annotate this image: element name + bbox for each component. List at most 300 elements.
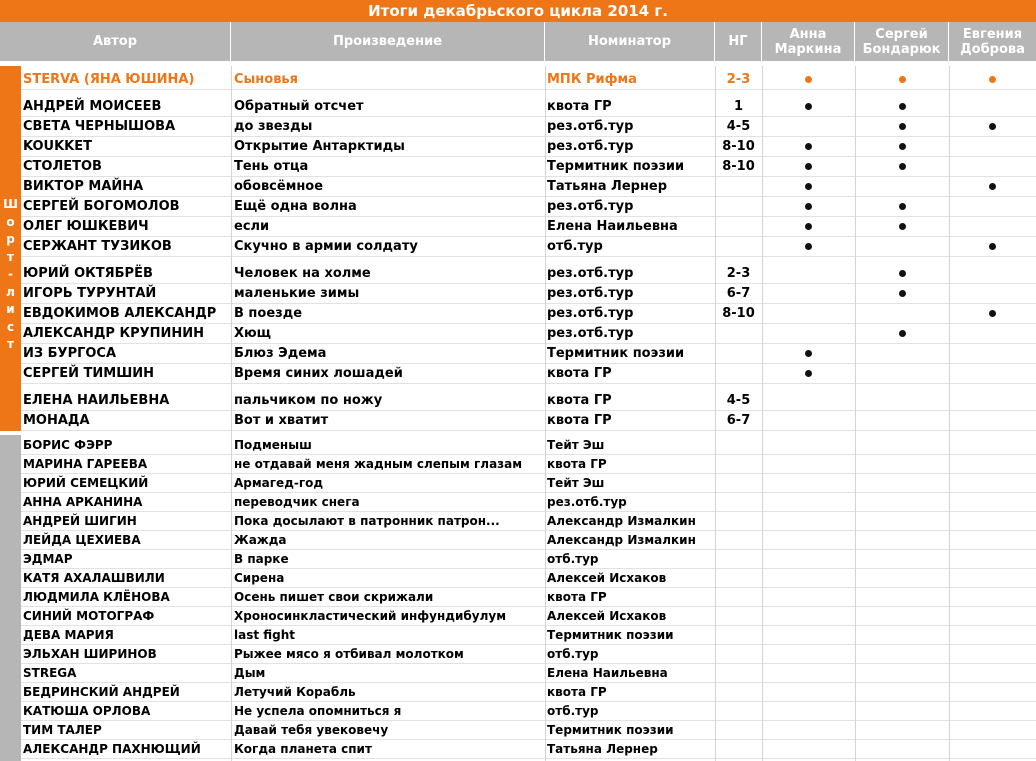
- author-cell: СВЕТА ЧЕРНЫШОВА: [23, 119, 176, 134]
- vote-dot: [805, 76, 812, 83]
- table-row: [21, 344, 1036, 364]
- author-cell: ИГОРЬ ТУРУНТАЙ: [23, 286, 157, 301]
- shortlist-label: [0, 196, 21, 354]
- author-cell: ЭДМАР: [23, 552, 73, 566]
- judge-2-vote: [855, 237, 949, 256]
- author-cell: ЮРИЙ ОКТЯБРЁВ: [23, 266, 153, 281]
- judge-3-vote: [949, 531, 1036, 549]
- judge-3-vote: [949, 436, 1036, 454]
- ng-cell: [715, 493, 762, 511]
- work-cell: Осень пишет свои скрижали: [234, 590, 434, 604]
- work-cell: Давай тебя увековечу: [234, 723, 389, 737]
- table-row: [21, 97, 1036, 117]
- table-row: [21, 588, 1036, 607]
- table-row: [21, 702, 1036, 721]
- judge-3-first-name: Евгения: [962, 26, 1023, 42]
- work-cell: Пока досылают в патронник патрон...: [234, 514, 500, 528]
- shortlist-sidebar: [0, 66, 21, 431]
- judge-1-vote: [762, 217, 855, 236]
- table-row: [21, 683, 1036, 702]
- table-row: [21, 284, 1036, 304]
- judge-1-vote: [762, 531, 855, 549]
- author-cell: ТИМ ТАЛЕР: [23, 723, 102, 737]
- judge-1-vote: [762, 607, 855, 625]
- nominator-cell: Термитник поэзии: [547, 628, 674, 642]
- author-cell: ЭЛЬХАН ШИРИНОВ: [23, 647, 157, 661]
- judge-3-vote: [949, 740, 1036, 758]
- judge-2-vote: [855, 626, 949, 644]
- judge-3-vote: [949, 607, 1036, 625]
- judge-1-last-name: Маркина: [774, 41, 842, 57]
- nominator-cell: рез.отб.тур: [547, 139, 634, 154]
- work-cell: Не успела опомниться я: [234, 704, 402, 718]
- table-row: [21, 391, 1036, 411]
- work-cell: Время синих лошадей: [234, 366, 403, 381]
- author-cell: ИЗ БУРГОСА: [23, 346, 117, 361]
- author-cell: ЕВДОКИМОВ АЛЕКСАНДР: [23, 306, 217, 321]
- shortlist-label-char: -: [8, 267, 13, 281]
- ng-cell: [715, 177, 762, 196]
- work-cell: Подменыш: [234, 438, 312, 452]
- vote-dot: [899, 123, 906, 130]
- header-nominator: Номинатор: [545, 22, 715, 61]
- shortlist-label-char: с: [6, 319, 15, 334]
- ng-cell: 8-10: [722, 159, 755, 174]
- judge-1-vote: [762, 391, 855, 410]
- table-row: [21, 512, 1036, 531]
- author-cell: KOUKKET: [23, 139, 92, 154]
- ng-cell: [715, 217, 762, 236]
- shortlist-label-char: т: [7, 337, 14, 351]
- judge-3-vote: [949, 69, 1036, 89]
- nominator-cell: рез.отб.тур: [547, 495, 627, 509]
- nominator-cell: Термитник поэзии: [547, 159, 685, 174]
- ng-cell: 8-10: [722, 139, 755, 154]
- judge-2-vote: [855, 97, 949, 116]
- author-cell: АННА АРКАНИНА: [23, 495, 143, 509]
- nominator-cell: квота ГР: [547, 393, 612, 408]
- table-row: [21, 324, 1036, 344]
- nominator-cell: Тейт Эш: [547, 476, 605, 490]
- judge-1-vote: [762, 264, 855, 283]
- judge-1-vote: [762, 69, 855, 89]
- vote-dot: [805, 370, 812, 377]
- ng-cell: [715, 455, 762, 473]
- vote-dot: [899, 163, 906, 170]
- judge-2-vote: [855, 531, 949, 549]
- ng-cell: [715, 474, 762, 492]
- vote-dot: [989, 123, 996, 130]
- work-cell: Ещё одна волна: [234, 199, 357, 214]
- work-cell: не отдавай меня жадным слепым глазам: [234, 457, 523, 471]
- ng-cell: [715, 550, 762, 568]
- author-cell: КАТЮША ОРЛОВА: [23, 704, 151, 718]
- judge-2-vote: [855, 683, 949, 701]
- judge-2-vote: [855, 550, 949, 568]
- nominator-cell: Елена Наильевна: [547, 666, 668, 680]
- judge-1-vote: [762, 455, 855, 473]
- vote-dot: [899, 270, 906, 277]
- column-divider: [949, 66, 950, 761]
- work-cell: если: [234, 219, 270, 234]
- table-row: [21, 117, 1036, 137]
- table-row: [21, 411, 1036, 431]
- ng-cell: [715, 324, 762, 343]
- nominator-cell: Татьяна Лернер: [547, 179, 668, 194]
- judge-2-vote: [855, 588, 949, 606]
- judge-2-vote: [855, 740, 949, 758]
- ng-cell: 6-7: [726, 286, 751, 301]
- judge-1-vote: [762, 474, 855, 492]
- judge-3-vote: [949, 645, 1036, 663]
- judge-3-vote: [949, 588, 1036, 606]
- judge-2-last-name: Бондарюк: [862, 41, 941, 57]
- shortlist-label-char: т: [7, 249, 14, 264]
- column-divider: [855, 66, 856, 761]
- author-cell: ОЛЕГ ЮШКЕВИЧ: [23, 219, 149, 234]
- author-cell: БЕДРИНСКИЙ АНДРЕЙ: [23, 685, 180, 699]
- work-cell: last fight: [234, 628, 296, 642]
- ng-cell: [715, 197, 762, 216]
- ng-cell: [715, 607, 762, 625]
- judge-2-vote: [855, 264, 949, 283]
- shortlist-label-char: Ш: [3, 197, 18, 211]
- vote-dot: [899, 103, 906, 110]
- work-cell: до звезды: [234, 119, 313, 134]
- judge-3-vote: [949, 344, 1036, 363]
- judge-3-vote: [949, 157, 1036, 176]
- judge-3-vote: [949, 474, 1036, 492]
- work-cell: маленькие зимы: [234, 286, 360, 301]
- ng-cell: [715, 740, 762, 758]
- nominator-cell: квота ГР: [547, 99, 612, 114]
- author-cell: ЛЕЙДА ЦЕХИЕВА: [23, 533, 141, 547]
- vote-dot: [805, 350, 812, 357]
- column-divider: [231, 66, 232, 761]
- judge-1-vote: [762, 304, 855, 323]
- vote-dot: [805, 243, 812, 250]
- nominator-cell: Татьяна Лернер: [547, 742, 658, 756]
- vote-dot: [805, 183, 812, 190]
- ng-cell: 2-3: [726, 266, 751, 281]
- vote-dot: [899, 290, 906, 297]
- table-row: [21, 493, 1036, 512]
- author-cell: МОНАДА: [23, 413, 90, 428]
- shortlist-label-char: р: [6, 232, 15, 246]
- work-cell: Рыжее мясо я отбивал молотком: [234, 647, 464, 661]
- nominator-cell: отб.тур: [547, 704, 599, 718]
- judge-2-vote: [855, 217, 949, 236]
- table-row: [21, 304, 1036, 324]
- work-cell: Когда планета спит: [234, 742, 372, 756]
- table-row: [21, 197, 1036, 217]
- judge-1-vote: [762, 177, 855, 196]
- judge-2-vote: [855, 391, 949, 410]
- judge-2-vote: [855, 645, 949, 663]
- table-row: [21, 740, 1036, 759]
- table-row: [21, 474, 1036, 493]
- judge-2-vote: [855, 702, 949, 720]
- work-cell: Летучий Корабль: [234, 685, 356, 699]
- judge-3-vote: [949, 664, 1036, 682]
- author-cell: АНДРЕЙ ШИГИН: [23, 514, 137, 528]
- work-cell: переводчик снега: [234, 495, 360, 509]
- author-cell: СЕРГЕЙ БОГОМОЛОВ: [23, 199, 180, 214]
- nominator-cell: отб.тур: [547, 647, 599, 661]
- work-cell: Обратный отсчет: [234, 99, 364, 114]
- ng-cell: 4-5: [726, 393, 751, 408]
- ng-cell: [715, 721, 762, 739]
- author-cell: ЮРИЙ СЕМЕЦКИЙ: [23, 476, 149, 490]
- vote-dot: [899, 223, 906, 230]
- work-cell: Армагед-год: [234, 476, 324, 490]
- judge-1-vote: [762, 569, 855, 587]
- column-divider: [762, 66, 763, 761]
- ng-cell: [715, 664, 762, 682]
- column-divider: [545, 66, 546, 761]
- judge-1-vote: [762, 364, 855, 383]
- judge-2-vote: [855, 197, 949, 216]
- vote-dot: [805, 103, 812, 110]
- table-row: [21, 157, 1036, 177]
- judge-3-vote: [949, 237, 1036, 256]
- judge-1-vote: [762, 493, 855, 511]
- header-ng: НГ: [715, 22, 762, 61]
- vote-dot: [989, 183, 996, 190]
- ng-cell: [715, 588, 762, 606]
- header-judge-1: [762, 22, 855, 61]
- table-row: [21, 721, 1036, 740]
- nominator-cell: квота ГР: [547, 457, 607, 471]
- ng-cell: [715, 626, 762, 644]
- work-cell: Хроносинкластический инфундибулум: [234, 609, 507, 623]
- ng-cell: 4-5: [726, 119, 751, 134]
- judge-1-vote: [762, 157, 855, 176]
- judge-2-vote: [855, 493, 949, 511]
- table-row-highlight: [21, 69, 1036, 90]
- nominator-cell: Тейт Эш: [547, 438, 605, 452]
- judge-3-vote: [949, 569, 1036, 587]
- judge-2-vote: [855, 137, 949, 156]
- judge-1-vote: [762, 721, 855, 739]
- work-cell: обовсёмное: [234, 179, 324, 194]
- nominator-cell: рез.отб.тур: [547, 199, 634, 214]
- vote-dot: [989, 243, 996, 250]
- table-row: [21, 531, 1036, 550]
- vote-dot: [899, 143, 906, 150]
- judge-2-vote: [855, 411, 949, 430]
- table-row: [21, 177, 1036, 197]
- header-work: Произведение: [231, 22, 545, 61]
- judge-3-vote: [949, 391, 1036, 410]
- nominator-cell: рез.отб.тур: [547, 326, 634, 341]
- vote-dot: [989, 76, 996, 83]
- judge-2-vote: [855, 512, 949, 530]
- judge-3-vote: [949, 455, 1036, 473]
- judge-1-vote: [762, 740, 855, 758]
- ng-cell: [715, 531, 762, 549]
- vote-dot: [805, 203, 812, 210]
- judge-2-first-name: Сергей: [875, 26, 928, 42]
- author-cell: ЛЮДМИЛА КЛЁНОВА: [23, 590, 170, 604]
- nominator-cell: Алексей Исхаков: [547, 571, 667, 585]
- ng-cell: [715, 569, 762, 587]
- nominator-cell: квота ГР: [547, 685, 607, 699]
- work-cell: В парке: [234, 552, 289, 566]
- judge-1-vote: [762, 284, 855, 303]
- judge-3-vote: [949, 117, 1036, 136]
- vote-dot: [989, 310, 996, 317]
- table-row: [21, 364, 1036, 384]
- judge-1-vote: [762, 137, 855, 156]
- judge-1-vote: [762, 436, 855, 454]
- judge-2-vote: [855, 344, 949, 363]
- judge-3-vote: [949, 284, 1036, 303]
- judge-1-vote: [762, 117, 855, 136]
- judge-1-vote: [762, 324, 855, 343]
- judge-1-vote: [762, 97, 855, 116]
- ng-cell: [715, 512, 762, 530]
- table-row: [21, 664, 1036, 683]
- author-cell: ДЕВА МАРИЯ: [23, 628, 114, 642]
- ng-cell: 6-7: [726, 413, 751, 428]
- judge-1-vote: [762, 197, 855, 216]
- author-cell: МАРИНА ГАРЕЕВА: [23, 457, 148, 471]
- table-row: [21, 217, 1036, 237]
- judge-3-vote: [949, 702, 1036, 720]
- shortlist-label-char: л: [6, 284, 15, 299]
- judge-2-vote: [855, 455, 949, 473]
- author-cell: АЛЕКСАНДР ПАХНЮЩИЙ: [23, 742, 201, 756]
- vote-dot: [899, 76, 906, 83]
- nominator-cell: отб.тур: [547, 552, 599, 566]
- author-cell: СЕРЖАНТ ТУЗИКОВ: [23, 239, 172, 254]
- judge-2-vote: [855, 474, 949, 492]
- table-row: [21, 626, 1036, 645]
- work-cell: Дым: [234, 666, 266, 680]
- judge-3-vote: [949, 324, 1036, 343]
- table-row: [21, 645, 1036, 664]
- work-cell: Хющ: [234, 326, 272, 341]
- work-cell: Тень отца: [234, 159, 309, 174]
- nominator-cell: квота ГР: [547, 366, 612, 381]
- judge-3-vote: [949, 683, 1036, 701]
- judge-3-vote: [949, 264, 1036, 283]
- nominator-cell: Александр Измалкин: [547, 514, 696, 528]
- judge-2-vote: [855, 304, 949, 323]
- judge-3-vote: [949, 364, 1036, 383]
- judge-3-last-name: Доброва: [960, 41, 1025, 57]
- author-cell: STERVA (ЯНА ЮШИНА): [23, 71, 195, 87]
- vote-dot: [805, 163, 812, 170]
- author-cell: СИНИЙ МОТОГРАФ: [23, 609, 155, 623]
- judge-1-vote: [762, 512, 855, 530]
- author-cell: АНДРЕЙ МОИСЕЕВ: [23, 99, 162, 114]
- author-cell: СТОЛЕТОВ: [23, 159, 102, 174]
- header-author: Автор: [0, 22, 231, 61]
- work-cell: В поезде: [234, 306, 303, 321]
- judge-2-vote: [855, 284, 949, 303]
- ng-cell: 1: [733, 99, 744, 114]
- judge-2-vote: [855, 177, 949, 196]
- nominator-cell: квота ГР: [547, 413, 612, 428]
- header-judge-3: [949, 22, 1036, 61]
- work-cell: Человек на холме: [234, 266, 371, 281]
- judge-2-vote: [855, 569, 949, 587]
- shortlist-label-char: и: [6, 302, 15, 316]
- nominator-cell: рез.отб.тур: [547, 286, 634, 301]
- vote-dot: [899, 330, 906, 337]
- nominator-cell: отб.тур: [547, 239, 603, 254]
- table-row: [21, 455, 1036, 474]
- judge-1-vote: [762, 664, 855, 682]
- header-judge-2: [855, 22, 949, 61]
- ng-cell: [715, 702, 762, 720]
- judge-1-vote: [762, 645, 855, 663]
- page-title: Итоги декабрьского цикла 2014 г.: [0, 0, 1036, 22]
- ng-cell: [715, 344, 762, 363]
- nominator-cell: МПК Рифма: [547, 71, 637, 87]
- judge-2-vote: [855, 721, 949, 739]
- shortlist-label-char: о: [6, 214, 15, 229]
- judge-1-first-name: Анна: [789, 26, 827, 42]
- nominator-cell: рез.отб.тур: [547, 306, 634, 321]
- ng-cell: [715, 645, 762, 663]
- judge-1-vote: [762, 550, 855, 568]
- author-cell: БОРИС ФЭРР: [23, 438, 113, 452]
- judge-3-vote: [949, 626, 1036, 644]
- judge-3-vote: [949, 137, 1036, 156]
- judge-2-vote: [855, 664, 949, 682]
- work-cell: пальчиком по ножу: [234, 393, 383, 408]
- author-cell: ВИКТОР МАЙНА: [23, 179, 144, 194]
- table-row: [21, 237, 1036, 257]
- judge-2-vote: [855, 324, 949, 343]
- judge-1-vote: [762, 588, 855, 606]
- column-divider: [715, 66, 716, 761]
- judge-3-vote: [949, 512, 1036, 530]
- judge-2-vote: [855, 69, 949, 89]
- author-cell: КАТЯ АХАЛАШВИЛИ: [23, 571, 165, 585]
- judge-3-vote: [949, 197, 1036, 216]
- nominator-cell: Термитник поэзии: [547, 346, 685, 361]
- judge-3-vote: [949, 97, 1036, 116]
- judge-3-vote: [949, 217, 1036, 236]
- author-cell: СЕРГЕЙ ТИМШИН: [23, 366, 155, 381]
- judge-3-vote: [949, 493, 1036, 511]
- judge-1-vote: [762, 702, 855, 720]
- nominator-cell: Термитник поэзии: [547, 723, 674, 737]
- judge-3-vote: [949, 721, 1036, 739]
- table-row: [21, 436, 1036, 455]
- author-cell: STREGA: [23, 666, 77, 680]
- table-row: [21, 137, 1036, 157]
- judge-1-vote: [762, 683, 855, 701]
- nominator-cell: Елена Наильевна: [547, 219, 678, 234]
- ng-cell: [715, 237, 762, 256]
- ng-cell: [715, 683, 762, 701]
- author-cell: ЕЛЕНА НАИЛЬЕВНА: [23, 393, 170, 408]
- work-cell: Скучно в армии солдату: [234, 239, 418, 254]
- nominator-cell: рез.отб.тур: [547, 119, 634, 134]
- judge-2-vote: [855, 607, 949, 625]
- judge-3-vote: [949, 411, 1036, 430]
- judge-3-vote: [949, 177, 1036, 196]
- judge-2-vote: [855, 436, 949, 454]
- ng-cell: 2-3: [726, 71, 751, 87]
- ng-cell: 8-10: [722, 306, 755, 321]
- judge-2-vote: [855, 157, 949, 176]
